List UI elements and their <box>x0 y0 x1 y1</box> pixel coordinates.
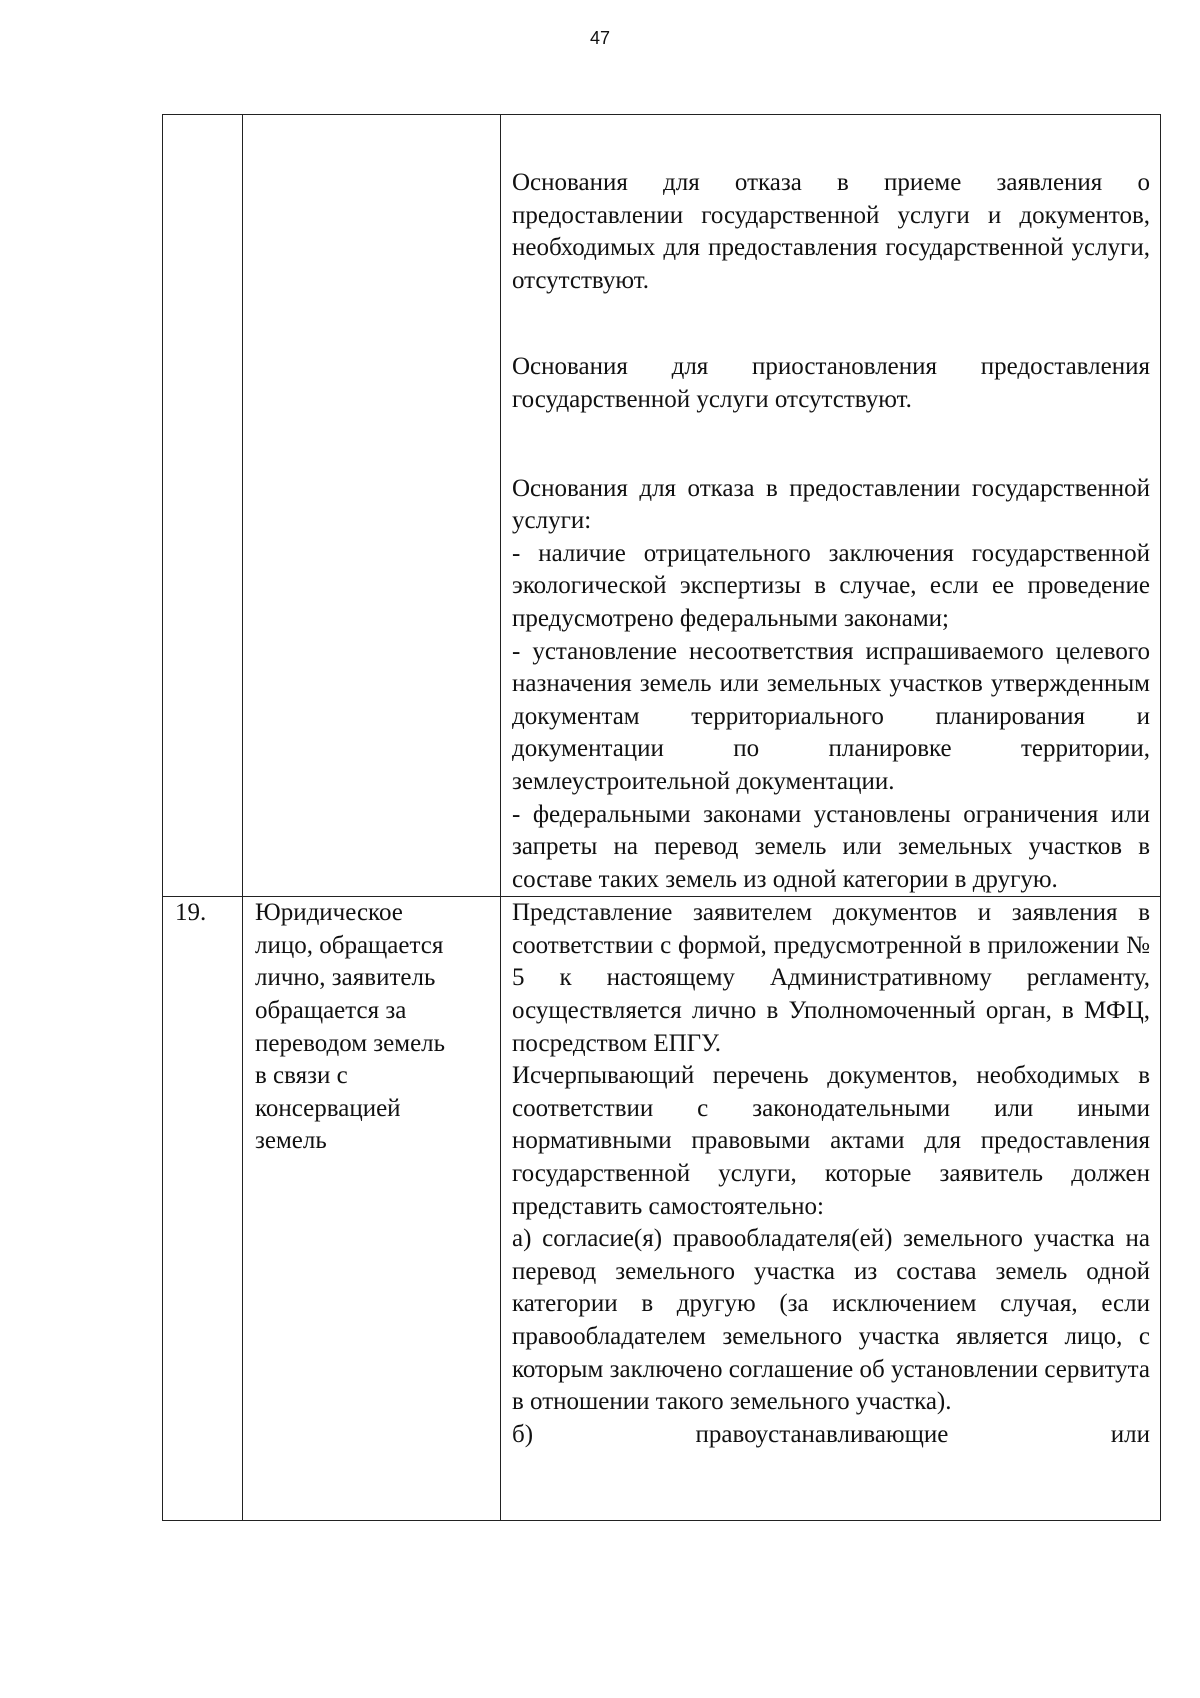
applicant-line: в связи с <box>255 1062 348 1090</box>
paragraph: б) правоустанавливающие или <box>512 1420 1150 1448</box>
paragraph: Представление заявителем документов и заявления в соответствии с формой, предусмотренной в приложении № 5 к настоящему Административному регламенту, осуществляется лично в Уполномоченный орган, в МФЦ, посредством ЕПГУ. <box>512 899 1150 1057</box>
list-item: - федеральными законами установлены ограничения или запреты на перевод земель или земельных участков в составе таких земель из одной категории в другую. <box>512 800 1150 893</box>
table-row <box>163 115 1161 897</box>
applicant-line: консервацией <box>255 1094 401 1122</box>
list-item: - наличие отрицательного заключения государственной экологической экспертизы в случае, если ее проведение предусмотрено федеральными законами; <box>512 539 1150 632</box>
page-number: 47 <box>589 28 611 48</box>
list-item: - установление несоответствия испрашиваемого целевого назначения земель или земельных участков утвержденным документам территориального планирования и документации по планировке территории, землеустроительной документации. <box>512 637 1150 795</box>
applicant-cell <box>243 897 501 1521</box>
content-cell <box>501 897 1161 1521</box>
applicant-line: обращается за <box>255 997 407 1025</box>
regulation-table <box>162 114 1161 1521</box>
applicant-line: переводом земель <box>255 1029 446 1057</box>
applicant-line: земель <box>255 1127 327 1155</box>
paragraph: Основания для приостановления предоставления государственной услуги отсутствуют. <box>512 353 1150 413</box>
paragraph: Основания для отказа в предоставлении государственной услуги: <box>512 474 1150 535</box>
paragraph: Исчерпывающий перечень документов, необходимых в соответствии с законодательными или иными нормативными правовыми актами для предоставления государственной услуги, которые заявитель должен представить самостоятельно: <box>512 1062 1150 1220</box>
row-number-cell <box>163 115 243 897</box>
row-number-cell: 19. <box>163 897 243 1521</box>
paragraph: Основания для отказа в приеме заявления о предоставлении государственной услуги и документов, необходимых для предоставления государственной услуги, отсутствуют. <box>512 169 1150 294</box>
table-row <box>163 897 1161 1521</box>
content-cell <box>501 115 1161 897</box>
applicant-line: лицо, обращается <box>255 931 444 959</box>
applicant-cell <box>243 115 501 897</box>
paragraph: а) согласие(я) правообладателя(ей) земельного участка на перевод земельного участка из состава земель одной категории в другую (за исключением случая, если правообладателем земельного участка является лицо, с которым заключено соглашение об установлении сервитута в отношении такого земельного участка). <box>512 1225 1150 1416</box>
applicant-line: Юридическое <box>255 899 403 927</box>
applicant-line: лично, заявитель <box>255 964 436 992</box>
